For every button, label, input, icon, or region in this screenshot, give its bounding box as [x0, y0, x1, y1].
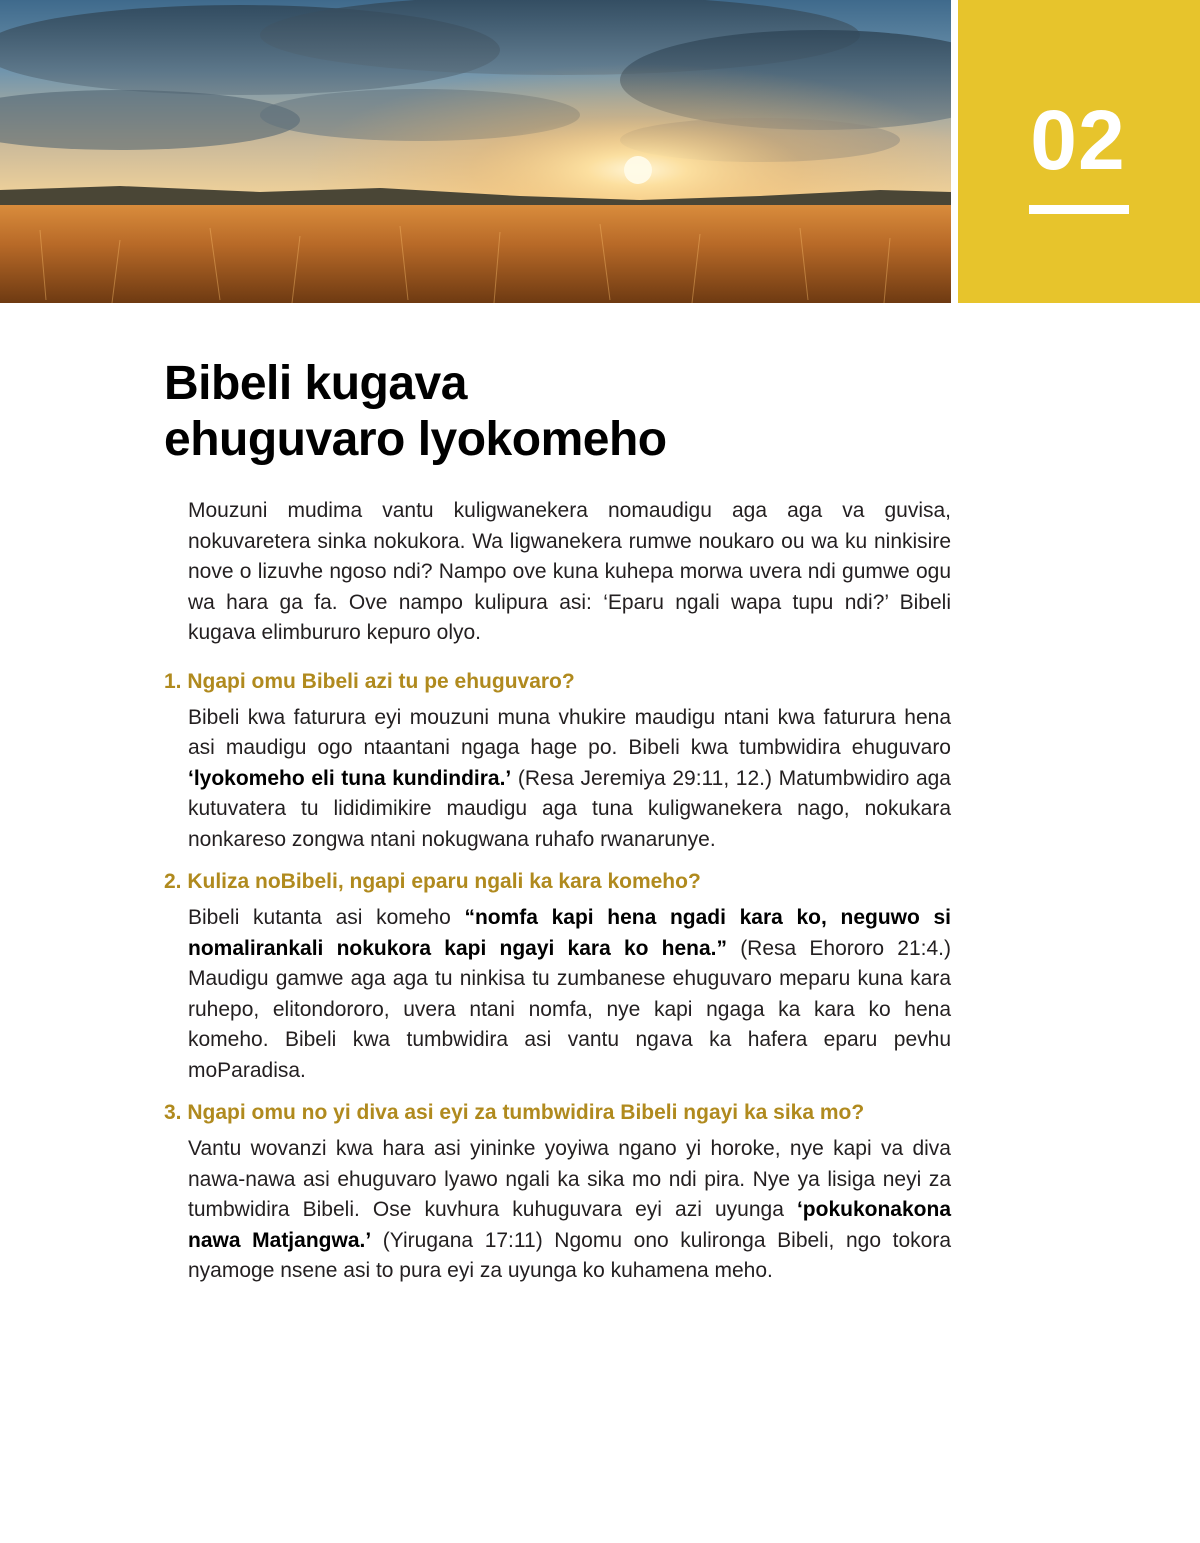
header-photo — [0, 0, 951, 303]
answer-1-text: Bibeli kwa faturura eyi mouzuni muna vhukire maudigu ntani kwa faturura hena asi maudigu ogo ntaantani ngaga hage po. Bibeli kwa tumbwidira ehuguvaro — [188, 705, 951, 759]
question-3: 3. Ngapi omu no yi diva asi eyi za tumbwidira Bibeli ngayi ka sika mo? — [164, 1101, 865, 1124]
answer-3-text: Vantu wovanzi kwa hara asi yininke yoyiwa ngano yi horoke, nye kapi va diva nawa-nawa asi ehuguvaro lyawo ngali ka sika mo ndi pira. Nye ya lisiga neyi za tumbwidira Bibeli. Ose kuvhura kuhuguvara eyi azi uyunga — [188, 1137, 951, 1221]
intro-paragraph: Mouzuni mudima vantu kuligwanekera nomaudigu aga aga va guvisa, nokuvaretera sinka nokukora. Wa ligwanekera rumwe noukaro ou wa ku ninkisire nove o lizuvhe ngoso ndi? Nampo ove kuna kuhepa morwa uvera ndi gumwe ogu wa hara ga fa. Ove nampo kulipura asi: ‘Eparu ngali wapa tupu ndi?’ Bibeli kugava elimbururo kepuro olyo. — [188, 499, 951, 644]
answer-1-text-end: (Resa Jeremiya 29:11, 12.) Matumbwidiro aga kutuvatera tu lididimikire maudigu aga tuna kuligwanekera nago, nokukara nonkareso zongwa ntani nokugwana ruhafo rwanarunye. — [188, 766, 951, 851]
question-2: 2. Kuliza noBibeli, ngapi eparu ngali ka kara komeho? — [164, 870, 701, 893]
answer-1 — [188, 703, 951, 856]
answer-3-scripture-quote: ‘pokukonakona nawa Matjangwa.’ — [188, 1198, 951, 1252]
title-line-1: Bibeli kugava — [164, 357, 467, 410]
title-line-2: ehuguvaro lyokomeho — [164, 413, 667, 466]
page-title — [164, 356, 951, 468]
question-1: 1. Ngapi omu Bibeli azi tu pe ehuguvaro? — [164, 669, 575, 693]
answer-2 — [188, 903, 951, 1086]
answer-3-text-end: (Yirugana 17:11) Ngomu ono kulironga Bibeli, ngo tokora nyamoge nsene asi to pura eyi za uyunga ko kuhamena meho. — [188, 1228, 951, 1282]
answer-2-scripture-quote: “nomfa kapi hena ngadi kara ko, neguwo si nomalirankali nokukora kapi ngayi kara ko hena.” — [188, 906, 952, 960]
answer-2-text-end: (Resa Ehororo 21:4.) Maudigu gamwe aga aga tu ninkisa tu zumbanese ehuguvaro meparu kuna kara ruhepo, elitondororo, uvera ntani nomfa, nye kapi ngaga ka kara ko hena komeho. Bibeli kwa tumbwidira asi vantu ngava ka hafera eparu pevhu moParadisa. — [188, 936, 952, 1082]
answer-2-text: Bibeli kutanta asi komeho — [188, 906, 465, 929]
chapter-badge — [958, 0, 1200, 303]
chapter-number-underline — [1029, 205, 1129, 214]
article — [164, 356, 951, 1287]
wheat-field-sunset-image — [0, 0, 951, 303]
answer-3 — [188, 1134, 951, 1287]
chapter-number: 02 — [1030, 93, 1126, 187]
answer-1-scripture-quote: ‘lyokomeho eli tuna kundindira.’ — [188, 766, 512, 790]
